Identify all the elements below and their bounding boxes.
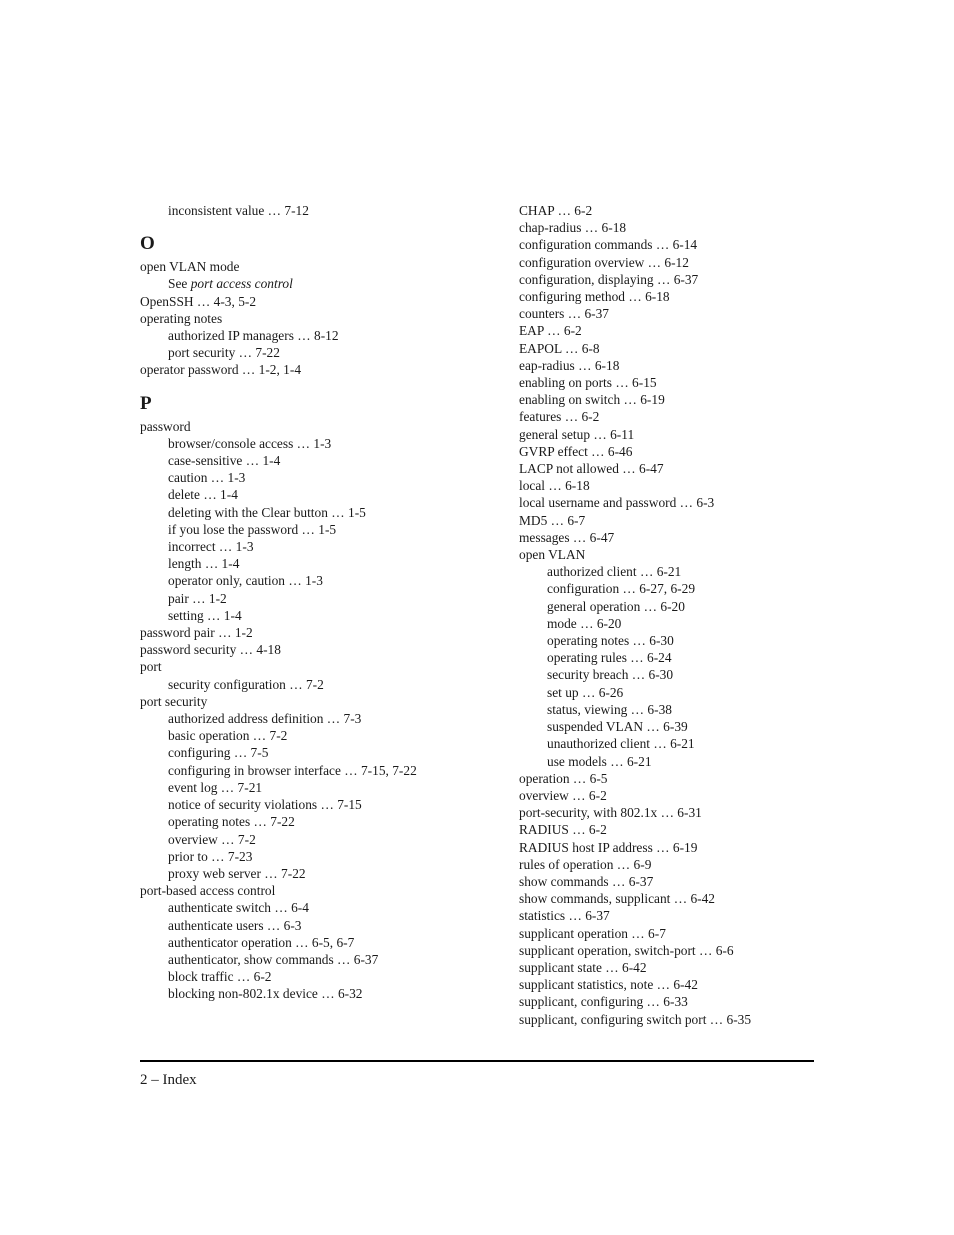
index-entry: show commands … 6-37 [519, 873, 654, 889]
see-prefix: See [168, 276, 191, 292]
index-subentry: general operation … 6-20 [547, 598, 685, 614]
index-entry: EAPOL … 6-8 [519, 340, 600, 356]
index-subentry: configuring … 7-5 [168, 745, 269, 761]
index-subentry: unauthorized client … 6-21 [547, 736, 695, 752]
index-entry: local … 6-18 [519, 478, 590, 494]
index-subentry: if you lose the password … 1-5 [168, 521, 337, 537]
index-entry: configuring method … 6-18 [519, 289, 670, 305]
index-subentry-cross-reference [140, 275, 490, 292]
index-entry: password [140, 418, 191, 434]
index-entry: chap-radius … 6-18 [519, 220, 627, 236]
index-subentry: delete … 1-4 [168, 487, 238, 503]
index-entry: overview … 6-2 [519, 787, 607, 803]
index-subentry: operating notes … 7-22 [168, 814, 295, 830]
index-subentry: use models … 6-21 [547, 753, 652, 769]
index-subentry: incorrect … 1-3 [168, 539, 254, 555]
index-entry: GVRP effect … 6-46 [519, 443, 633, 459]
index-entry: general setup … 6-11 [519, 426, 635, 442]
index-entry: OpenSSH … 4-3, 5-2 [140, 293, 257, 309]
index-subentry: operator only, caution … 1-3 [168, 573, 323, 589]
index-entry: messages … 6-47 [519, 529, 615, 545]
index-entry: port security [140, 693, 208, 709]
index-subentry: status, viewing … 6-38 [547, 701, 672, 717]
index-section-letter: O [140, 233, 155, 255]
index-subentry: browser/console access … 1-3 [168, 435, 332, 451]
index-subentry: deleting with the Clear button … 1-5 [168, 504, 366, 520]
index-subentry: suspended VLAN … 6-39 [547, 719, 688, 735]
index-entry: port-based access control [140, 883, 276, 899]
index-entry: password pair … 1-2 [140, 625, 253, 641]
index-entry: supplicant state … 6-42 [519, 959, 647, 975]
index-entry: supplicant operation, switch-port … 6-6 [519, 942, 734, 958]
index-subentry: event log … 7-21 [168, 779, 263, 795]
index-subentry: prior to … 7-23 [168, 848, 253, 864]
index-entry: configuration overview … 6-12 [519, 254, 689, 270]
index-subentry: authorized address definition … 7-3 [168, 711, 362, 727]
index-entry: LACP not allowed … 6-47 [519, 461, 664, 477]
index-subentry: authenticate switch … 6-4 [168, 900, 309, 916]
index-entry: eap-radius … 6-18 [519, 357, 620, 373]
index-column-right [519, 202, 819, 1028]
index-subentry: blocking non-802.1x device … 6-32 [168, 986, 363, 1002]
index-entry: configuration commands … 6-14 [519, 237, 698, 253]
index-subentry: overview … 7-2 [168, 831, 256, 847]
index-subentry: notice of security violations … 7-15 [168, 797, 362, 813]
index-subentry: operating notes … 6-30 [547, 633, 674, 649]
index-entry: password security … 4-18 [140, 642, 281, 658]
index-entry: enabling on ports … 6-15 [519, 375, 657, 391]
index-subentry: authenticate users … 6-3 [168, 917, 302, 933]
index-subentry: case-sensitive … 1-4 [168, 453, 281, 469]
index-subentry: authorized IP managers … 8-12 [168, 328, 339, 344]
index-entry: RADIUS host IP address … 6-19 [519, 839, 698, 855]
index-subentry: authenticator operation … 6-5, 6-7 [168, 934, 355, 950]
index-entry: MD5 … 6-7 [519, 512, 586, 528]
footer-rule [140, 1060, 814, 1062]
index-entry: supplicant, configuring … 6-33 [519, 994, 688, 1010]
index-entry: features … 6-2 [519, 409, 600, 425]
index-subentry: caution … 1-3 [168, 470, 246, 486]
index-entry: CHAP … 6-2 [519, 203, 593, 218]
index-subentry: mode … 6-20 [547, 615, 622, 631]
index-entry: counters … 6-37 [519, 306, 609, 322]
index-entry: local username and password … 6-3 [519, 495, 715, 511]
index-entry: operator password … 1-2, 1-4 [140, 362, 302, 378]
index-subentry: pair … 1-2 [168, 590, 227, 606]
index-subentry: setting … 1-4 [168, 607, 242, 623]
index-subentry: security breach … 6-30 [547, 667, 674, 683]
index-entry: supplicant statistics, note … 6-42 [519, 977, 698, 993]
index-entry: open VLAN mode [140, 259, 240, 275]
index-subentry: set up … 6-26 [547, 684, 624, 700]
index-subentry: authenticator, show commands … 6-37 [168, 951, 379, 967]
index-entry: operating notes [140, 310, 223, 326]
index-entry: port [140, 659, 162, 675]
index-entry: show commands, supplicant … 6-42 [519, 891, 716, 907]
index-entry: supplicant operation … 6-7 [519, 925, 666, 941]
index-section-letter: P [140, 392, 152, 414]
index-subentry: configuration … 6-27, 6-29 [547, 581, 696, 597]
page-footer: 2 – Index [140, 1072, 197, 1088]
index-subentry: block traffic … 6-2 [168, 969, 272, 985]
index-entry: RADIUS … 6-2 [519, 822, 607, 838]
index-subentry: length … 1-4 [168, 556, 240, 572]
index-subentry: proxy web server … 7-22 [168, 865, 306, 881]
index-entry: configuration, displaying … 6-37 [519, 271, 699, 287]
index-subentry: authorized client … 6-21 [547, 564, 682, 580]
index-entry: open VLAN [519, 547, 586, 563]
index-subentry: port security … 7-22 [168, 345, 280, 361]
index-column-left [140, 202, 490, 1003]
index-entry: EAP … 6-2 [519, 323, 582, 339]
index-entry: statistics … 6-37 [519, 908, 610, 924]
index-entry: supplicant, configuring switch port … 6-35 [519, 1011, 752, 1027]
index-subentry: security configuration … 7-2 [168, 676, 324, 692]
index-entry: rules of operation … 6-9 [519, 856, 652, 872]
index-entry: enabling on switch … 6-19 [519, 392, 665, 408]
index-subentry: basic operation … 7-2 [168, 728, 288, 744]
index-subentry: configuring in browser interface … 7-15, 7-22 [168, 762, 417, 778]
index-subentry: inconsistent value … 7-12 [168, 203, 309, 218]
index-entry: port-security, with 802.1x … 6-31 [519, 805, 702, 821]
index-entry: operation … 6-5 [519, 770, 608, 786]
index-subentry: operating rules … 6-24 [547, 650, 672, 666]
see-target: port access control [190, 276, 293, 292]
